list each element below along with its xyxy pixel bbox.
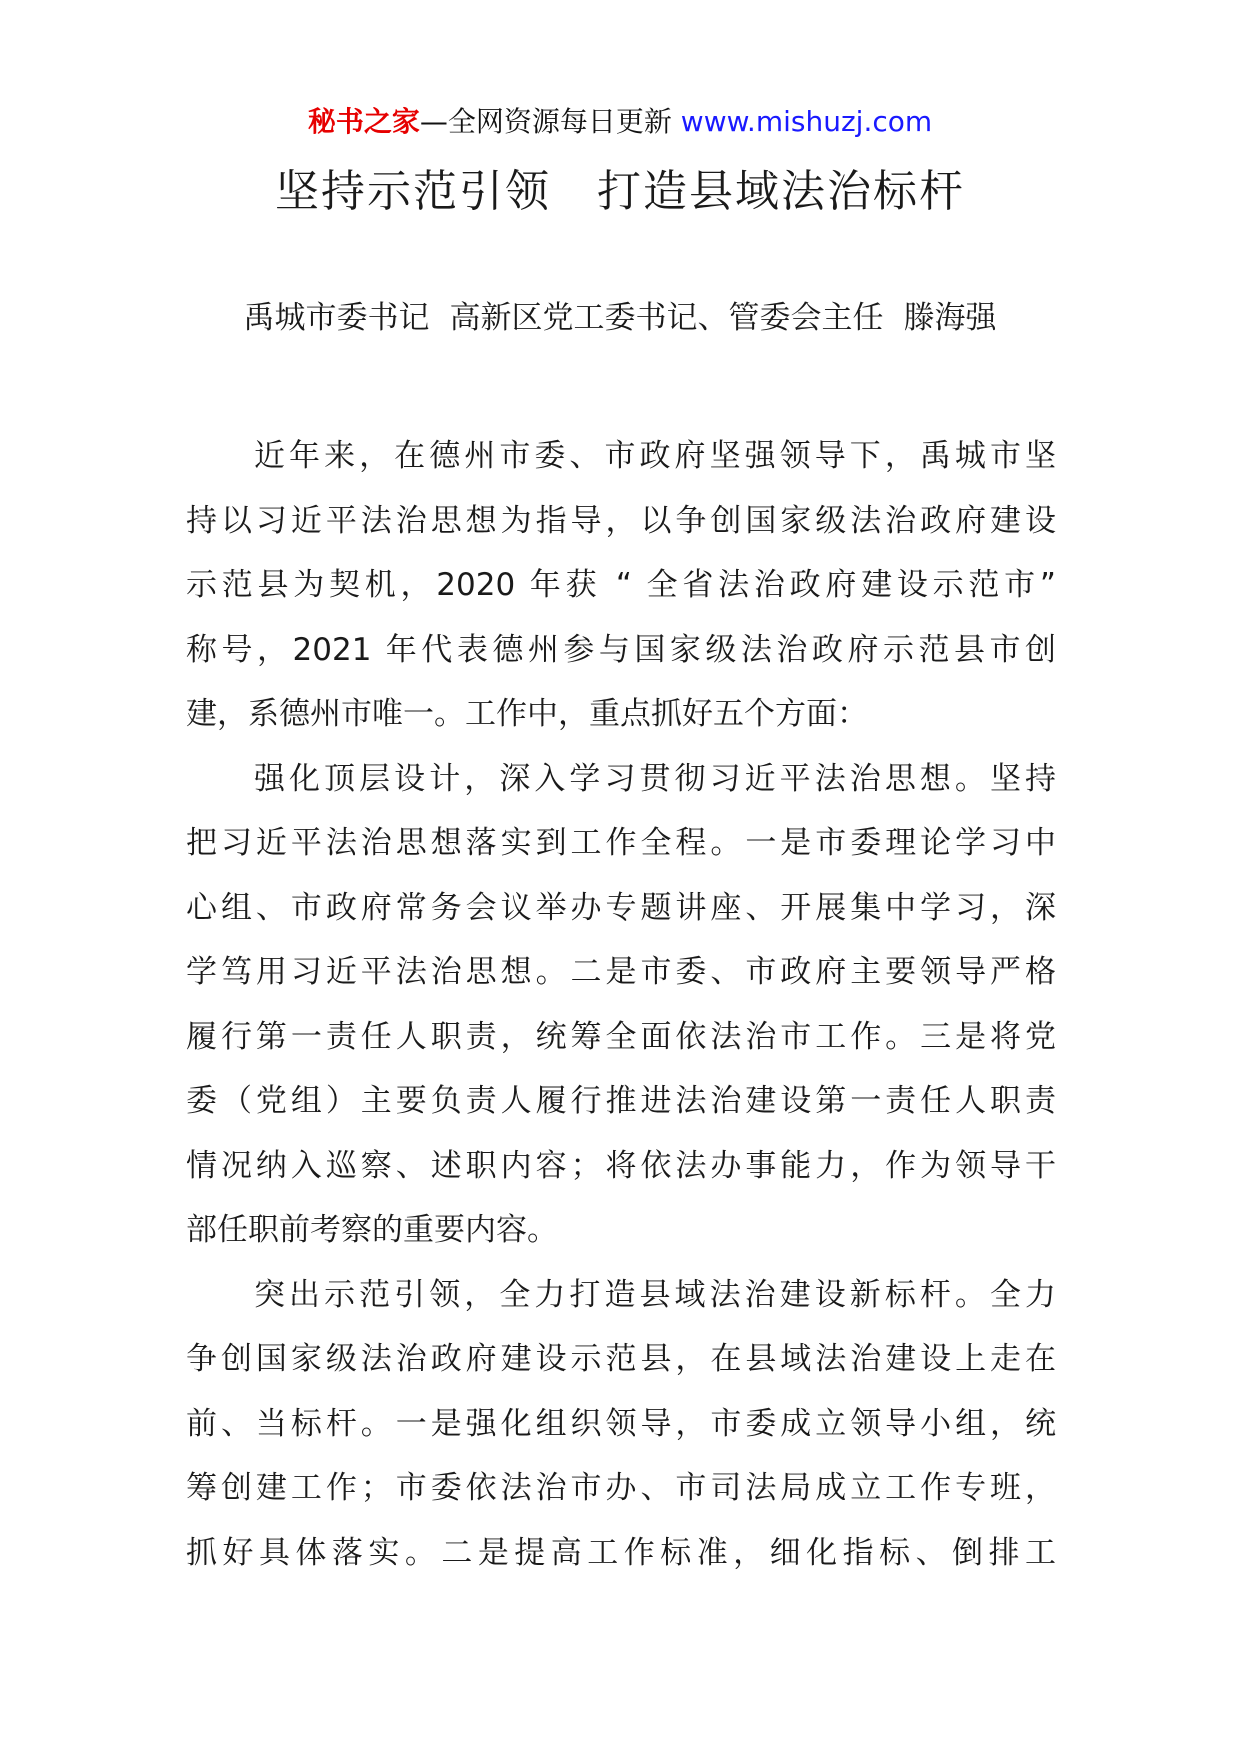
text-line: 建，系德州市唯一。工作中，重点抓好五个方面：	[186, 696, 868, 732]
text-line: 前、当标杆。一是强化组织领导，市委成立领导小组，统	[186, 1405, 1056, 1442]
text-line: 委（党组）主要负责人履行推进法治建设第一责任人职责	[186, 1083, 1056, 1119]
author-position-1: 禹城市委书记	[243, 300, 430, 336]
text-line: 部任职前考察的重要内容。	[186, 1212, 558, 1248]
author-name: 滕海强	[903, 300, 997, 336]
site-name: 秘书之家	[307, 105, 420, 138]
document-body	[186, 424, 1056, 1585]
text-line: 把习近平法治思想落实到工作全程。一是市委理论学习中	[186, 825, 1056, 861]
site-slogan: —全网资源每日更新	[419, 105, 672, 138]
author-position-2: 高新区党工委书记、管委会主任	[449, 300, 884, 336]
text-line: 强化顶层设计，深入学习贯彻习近平法治思想。坚持	[254, 760, 1056, 797]
title-part-1: 坚持示范引领	[275, 166, 551, 217]
text-line: 情况纳入巡察、述职内容；将依法办事能力，作为领导干	[186, 1147, 1056, 1184]
text-line: 抓好具体落实。二是提高工作标准，细化指标、倒排工	[186, 1534, 1056, 1571]
text-line: 示范县为契机，2020 年获 “ 全省法治政府建设示范市”	[186, 567, 1056, 603]
text-line: 称号，2021 年代表德州参与国家级法治政府示范县市创	[186, 631, 1056, 668]
text-line: 近年来，在德州市委、市政府坚强领导下，禹城市坚	[254, 438, 1056, 474]
text-line: 争创国家级法治政府建设示范县，在县域法治建设上走在	[186, 1341, 1056, 1377]
text-line: 突出示范引领，全力打造县域法治建设新标杆。全力	[254, 1276, 1056, 1313]
title-part-2: 打造县域法治标杆	[597, 166, 965, 217]
site-url-link[interactable]: www.mishuzj.com	[680, 105, 933, 138]
text-line: 学笃用习近平法治思想。二是市委、市政府主要领导严格	[186, 954, 1056, 990]
author-byline	[0, 296, 1240, 340]
text-line: 持以习近平法治思想为指导，以争创国家级法治政府建设	[186, 502, 1056, 539]
site-header	[0, 102, 1240, 142]
text-line: 心组、市政府常务会议举办专题讲座、开展集中学习，深	[186, 889, 1056, 926]
document-title	[0, 162, 1240, 222]
text-line: 筹创建工作；市委依法治市办、市司法局成立工作专班，	[186, 1470, 1056, 1506]
text-line: 履行第一责任人职责，统筹全面依法治市工作。三是将党	[186, 1018, 1056, 1055]
